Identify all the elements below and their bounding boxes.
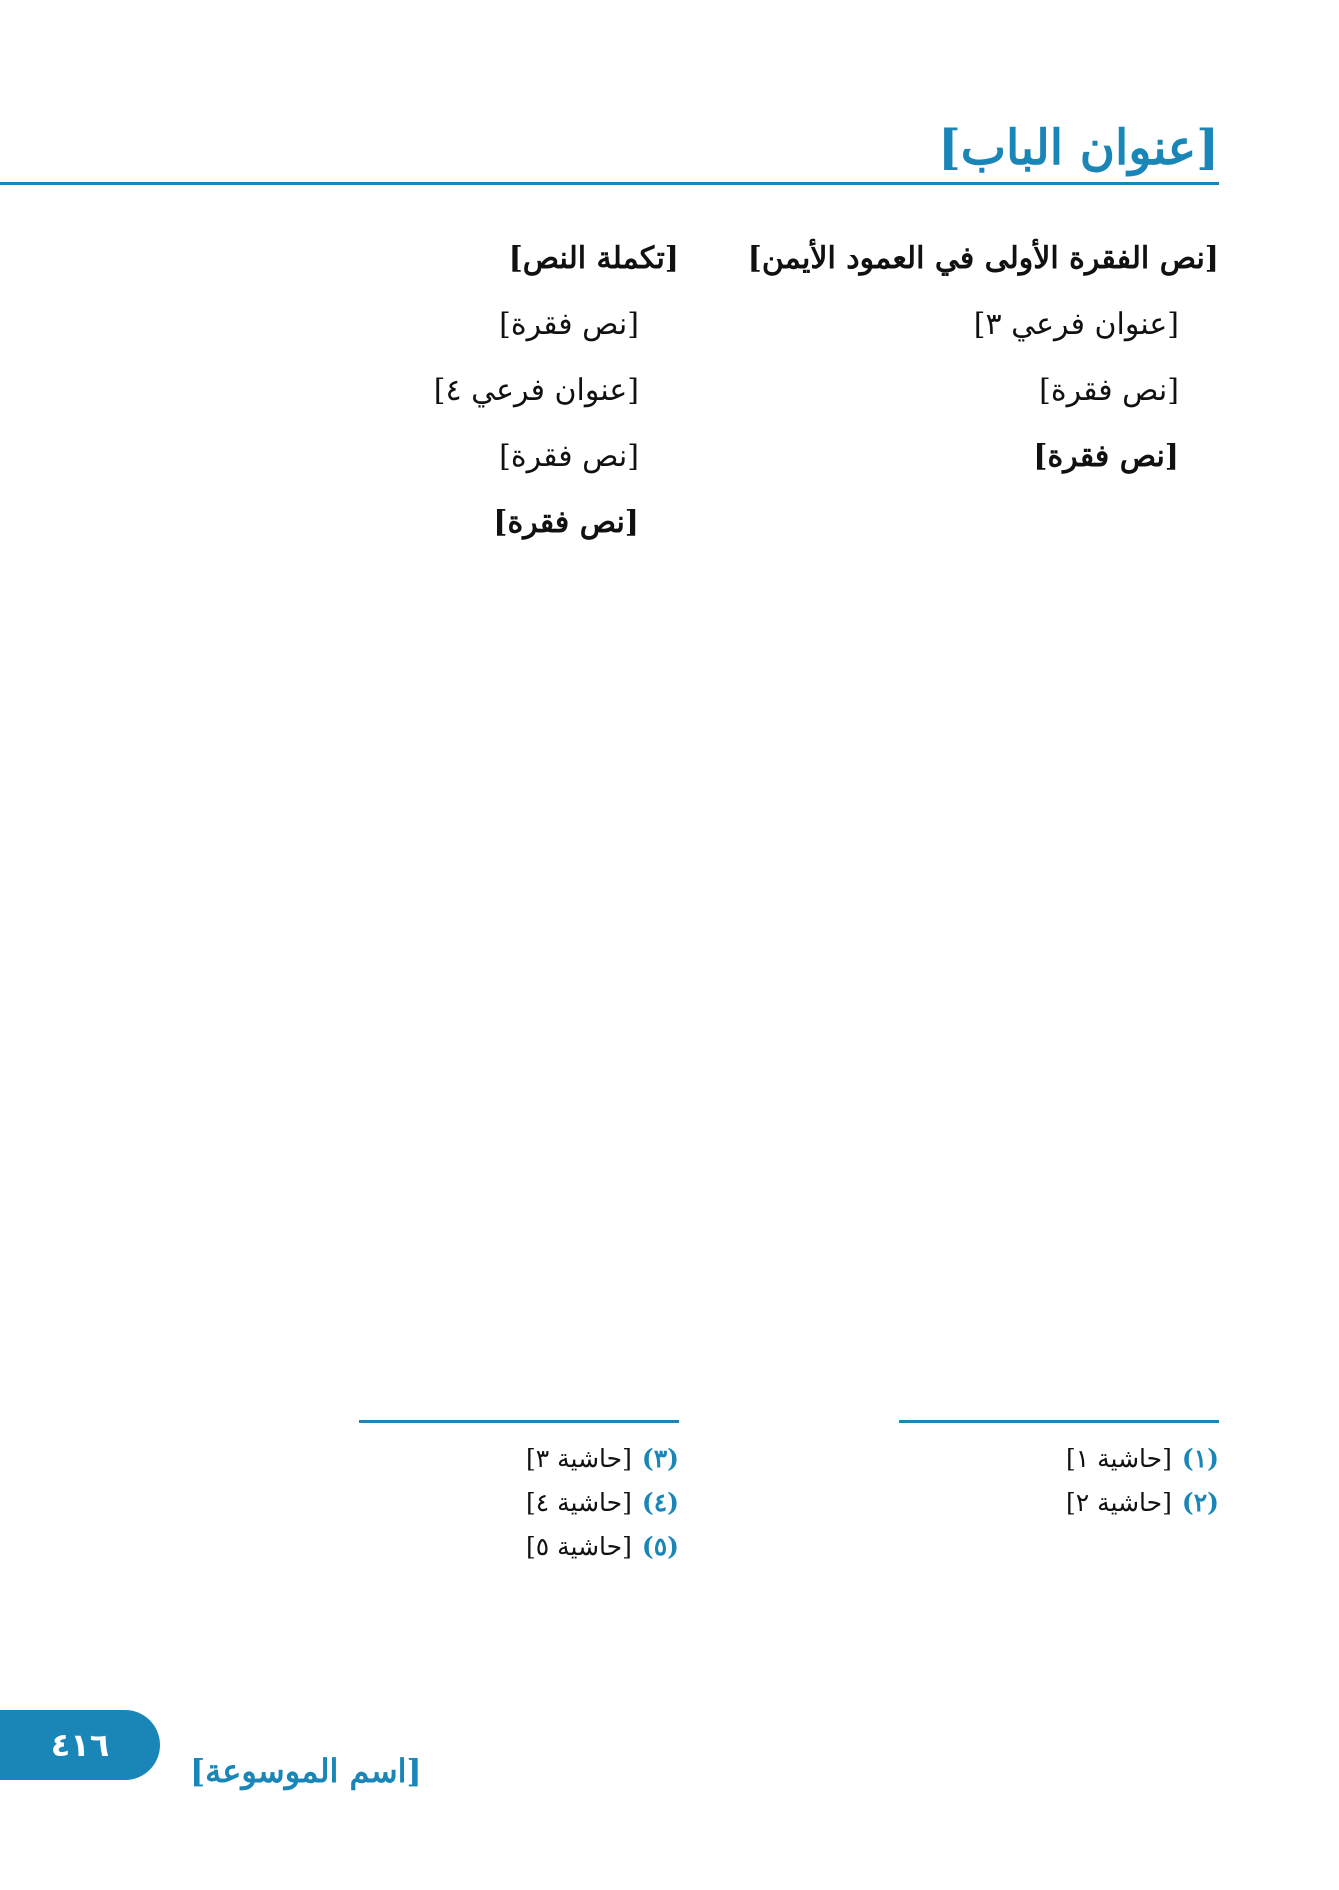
footnote-item [179, 1528, 679, 1566]
page-number-badge [0, 1710, 160, 1780]
header-divider [0, 182, 1219, 185]
footnote-text: [حاشية ١] [1066, 1444, 1172, 1473]
paragraph: [تكملة النص] [508, 241, 679, 276]
paragraph: [نص فقرة] [499, 307, 639, 342]
footnote-item [179, 1484, 679, 1522]
footnotes-left [179, 1440, 679, 1572]
chapter-title: [عنوان الباب] [938, 120, 1219, 176]
page-number: ٤١٦ [50, 1726, 110, 1764]
footnote-divider-right [899, 1420, 1219, 1423]
footnote-number: (٢) [1181, 1488, 1219, 1517]
paragraph: [نص الفقرة الأولى في العمود الأيمن] [747, 241, 1219, 276]
encyclopedia-logo: [اسم الموسوعة] [190, 1752, 422, 1790]
footnote-text: [حاشية ٢] [1066, 1488, 1172, 1517]
text-column-right [719, 230, 1219, 494]
footnote-number: (١) [1181, 1444, 1219, 1473]
footnotes-right [719, 1440, 1219, 1528]
footnote-number: (٥) [641, 1532, 679, 1561]
paragraph: [عنوان فرعي ٣] [973, 307, 1179, 342]
footnote-text: [حاشية ٣] [526, 1444, 632, 1473]
footnote-item [179, 1440, 679, 1478]
paragraph: [عنوان فرعي ٤] [433, 373, 639, 408]
footnote-divider-left [359, 1420, 679, 1423]
footnote-text: [حاشية ٤] [526, 1488, 632, 1517]
footnote-item [719, 1440, 1219, 1478]
paragraph: [نص فقرة] [1033, 439, 1179, 474]
text-column-left [179, 230, 679, 560]
paragraph: [نص فقرة] [493, 505, 639, 540]
footnote-number: (٣) [641, 1444, 679, 1473]
paragraph: [نص فقرة] [499, 439, 639, 474]
footnote-text: [حاشية ٥] [526, 1532, 632, 1561]
footnote-item [719, 1484, 1219, 1522]
paragraph: [نص فقرة] [1039, 373, 1179, 408]
footnote-number: (٤) [641, 1488, 679, 1517]
